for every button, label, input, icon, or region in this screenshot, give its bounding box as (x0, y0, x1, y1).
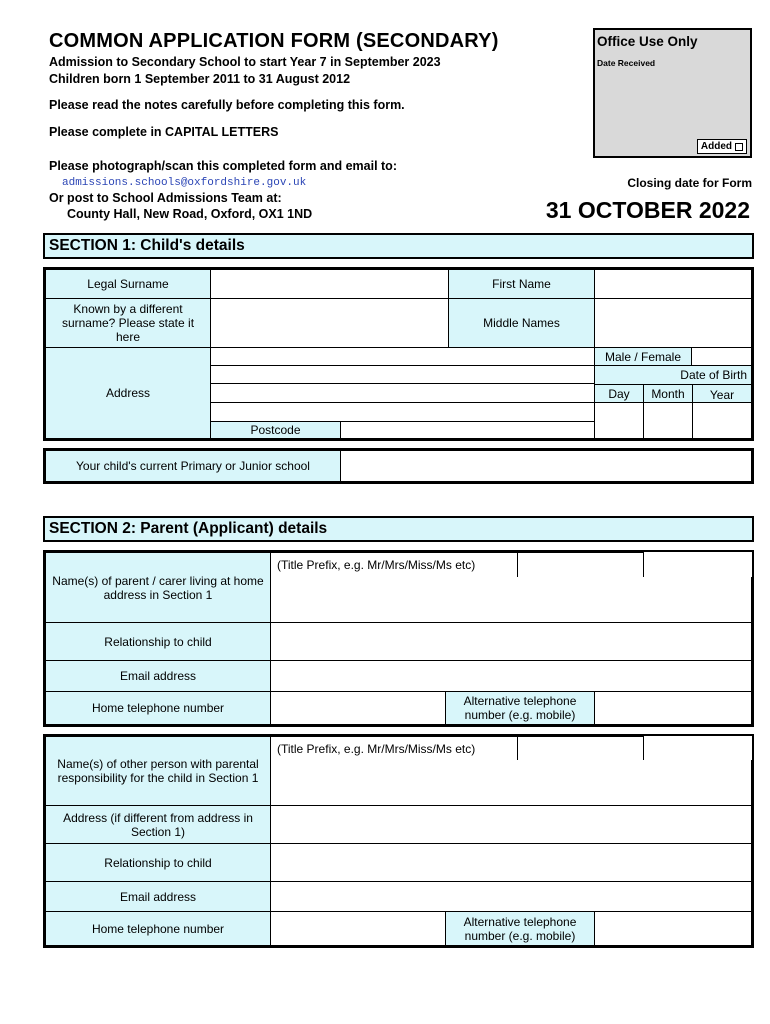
other-title-prefix-label: (Title Prefix, e.g. Mr/Mrs/Miss/Ms etc) (270, 736, 518, 761)
closing-date: 31 OCTOBER 2022 (545, 197, 750, 223)
postcode-label: Postcode (210, 421, 341, 439)
other-title-prefix-input[interactable] (517, 736, 644, 761)
parent-names-label: Name(s) of parent / carer living at home address in Section 1 (45, 552, 271, 623)
other-person-table (43, 734, 754, 948)
office-use-box (593, 28, 752, 158)
admissions-email-link[interactable]: admissions.schools@oxfordshire.gov.uk (62, 177, 307, 189)
dob-month-label: Month (643, 384, 693, 403)
known-by-input[interactable] (210, 298, 449, 348)
current-school-input[interactable] (340, 450, 752, 482)
dob-label: Date of Birth (594, 365, 752, 385)
known-by-label: Known by a different surname? Please state it here (45, 298, 211, 348)
middle-names-label: Middle Names (448, 298, 595, 348)
form-title: COMMON APPLICATION FORM (SECONDARY) (49, 30, 499, 52)
date-received-label: Date Received (597, 58, 656, 68)
address-line-1-input[interactable] (210, 347, 595, 366)
address-line-2-input[interactable] (210, 365, 595, 384)
legal-surname-input[interactable] (210, 269, 449, 299)
dob-year-label: Year (692, 384, 752, 403)
parent-relationship-input[interactable] (270, 622, 752, 661)
postcode-input[interactable] (340, 421, 595, 439)
legal-surname-label: Legal Surname (45, 269, 211, 299)
other-home-phone-input[interactable] (270, 911, 446, 946)
parent-home-phone-input[interactable] (270, 691, 446, 725)
other-home-phone-label: Home telephone number (45, 911, 271, 946)
other-relationship-input[interactable] (270, 843, 752, 882)
first-name-label: First Name (448, 269, 595, 299)
dob-month-input[interactable] (643, 402, 693, 439)
gender-input[interactable] (691, 347, 752, 366)
admission-line: Admission to Secondary School to start Year 7 in September 2023 (49, 55, 441, 69)
read-notes-line: Please read the notes carefully before completing this form. (49, 98, 405, 112)
address-label: Address (45, 347, 211, 439)
postal-address: County Hall, New Road, Oxford, OX1 1ND (67, 207, 313, 221)
other-alt-phone-label: Alternative telephone number (e.g. mobile) (445, 911, 595, 946)
closing-date-label: Closing date for Form (627, 176, 752, 190)
parent-title-prefix-input[interactable] (517, 552, 644, 578)
birth-range-line: Children born 1 September 2011 to 31 August 2012 (49, 72, 351, 86)
parent-relationship-label: Relationship to child (45, 622, 271, 661)
address-line-4-input[interactable] (210, 402, 595, 422)
parent-title-prefix-label: (Title Prefix, e.g. Mr/Mrs/Miss/Ms etc) (270, 552, 518, 578)
dob-day-label: Day (594, 384, 644, 403)
dob-year-input[interactable] (692, 402, 752, 439)
added-label: Added (700, 141, 732, 152)
other-email-input[interactable] (270, 881, 752, 912)
current-school-label: Your child's current Primary or Junior school (45, 450, 341, 482)
capital-letters-line: Please complete in CAPITAL LETTERS (49, 125, 279, 139)
post-instruction: Or post to School Admissions Team at: (49, 191, 282, 205)
other-address-label: Address (if different from address in Section 1) (45, 805, 271, 844)
gender-label: Male / Female (594, 347, 692, 366)
other-person-names-label: Name(s) of other person with parental responsibility for the child in Section 1 (45, 736, 271, 806)
section1-header: SECTION 1: Child's details (43, 233, 754, 259)
parent-alt-phone-label: Alternative telephone number (e.g. mobile) (445, 691, 595, 725)
section1-table (43, 267, 754, 441)
parent-names-input[interactable] (270, 577, 752, 623)
other-person-names-input[interactable] (270, 760, 752, 806)
dob-day-input[interactable] (594, 402, 644, 439)
first-name-input[interactable] (594, 269, 752, 299)
email-instruction: Please photograph/scan this completed form and email to: (49, 159, 397, 173)
parent-email-input[interactable] (270, 660, 752, 692)
office-use-title: Office Use Only (597, 34, 698, 49)
added-field[interactable] (697, 139, 747, 154)
section2-header: SECTION 2: Parent (Applicant) details (43, 516, 754, 542)
parent-table (43, 550, 754, 727)
parent-home-phone-label: Home telephone number (45, 691, 271, 725)
other-alt-phone-input[interactable] (594, 911, 752, 946)
address-line-3-input[interactable] (210, 383, 595, 403)
parent-email-label: Email address (45, 660, 271, 692)
current-school-table (43, 448, 754, 484)
parent-alt-phone-input[interactable] (594, 691, 752, 725)
other-relationship-label: Relationship to child (45, 843, 271, 882)
middle-names-input[interactable] (594, 298, 752, 348)
other-email-label: Email address (45, 881, 271, 912)
added-checkbox[interactable] (735, 143, 743, 151)
other-address-input[interactable] (270, 805, 752, 844)
